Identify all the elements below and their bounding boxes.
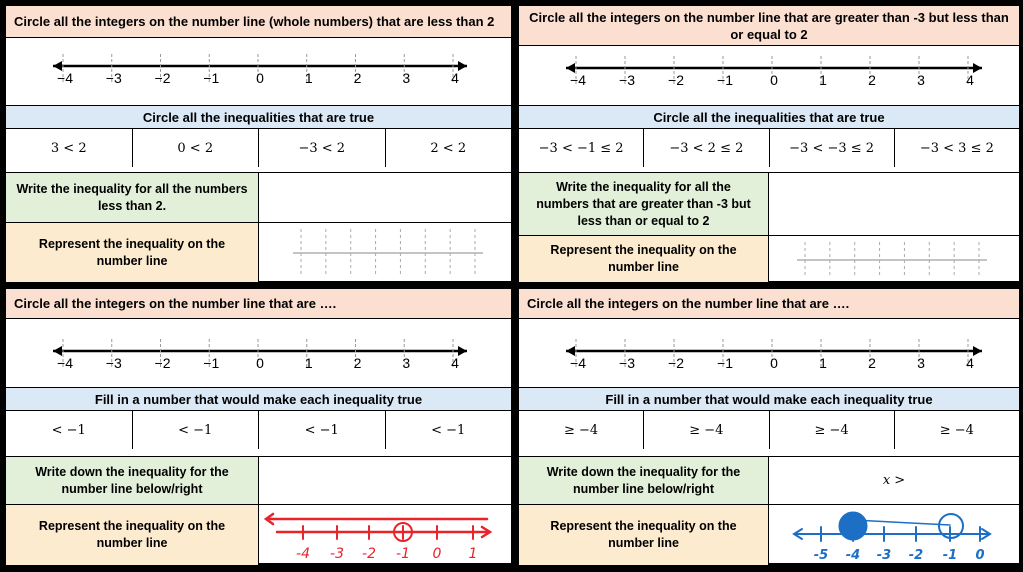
- tick-label[interactable]: 3: [402, 355, 411, 371]
- tick-label[interactable]: −4: [57, 355, 73, 371]
- tick-label[interactable]: −2: [668, 72, 684, 88]
- tick-label[interactable]: −4: [570, 355, 586, 371]
- inequality-cell[interactable]: 0 < 2: [133, 129, 260, 167]
- tick-label[interactable]: 1: [819, 355, 827, 371]
- handwritten-label: 0: [975, 548, 985, 563]
- write-row: [6, 456, 511, 504]
- write-row: [519, 172, 1019, 235]
- write-answer-box[interactable]: [259, 457, 511, 504]
- tick-label[interactable]: 0: [770, 72, 778, 88]
- tick-label[interactable]: −1: [717, 355, 733, 371]
- subheading: Circle all the inequalities that are true: [6, 105, 511, 129]
- blank-number-line[interactable]: [769, 236, 1019, 282]
- tick-label[interactable]: 3: [917, 355, 925, 371]
- tick-label[interactable]: 0: [256, 70, 264, 86]
- inequality-cell[interactable]: −3 < 2: [259, 129, 386, 167]
- tick-label[interactable]: 4: [966, 72, 974, 88]
- represent-row: [6, 504, 511, 565]
- tick-label[interactable]: 1: [304, 355, 313, 371]
- represent-label: Represent the inequality on the number line: [6, 223, 259, 282]
- handwritten-label: -2: [362, 546, 376, 562]
- subheading: Circle all the inequalities that are true: [519, 105, 1019, 129]
- handwritten-label: -2: [908, 548, 924, 563]
- number-line: [6, 319, 511, 387]
- write-label: Write down the inequality for the number line below/right: [6, 457, 259, 504]
- tick-label[interactable]: 3: [402, 70, 411, 86]
- inequality-cell[interactable]: −3 < −1 ≤ 2: [519, 129, 644, 167]
- panel-greater-than-minus-3: [518, 5, 1020, 282]
- panel-title: Circle all the integers on the number line that are ….: [519, 289, 1019, 319]
- tick-label[interactable]: −1: [717, 72, 733, 88]
- inequality-cell[interactable]: ≥ −4: [644, 411, 769, 449]
- write-answer-box[interactable]: [259, 173, 511, 222]
- handwritten-label: -5: [813, 548, 829, 563]
- tick-label[interactable]: 2: [868, 72, 876, 88]
- handwritten-labels: [814, 548, 985, 563]
- write-label: Write the inequality for all the numbers less than 2.: [6, 173, 259, 222]
- number-line: [6, 38, 511, 106]
- inequality-cell[interactable]: 3 < 2: [6, 129, 133, 167]
- write-row: [6, 172, 511, 222]
- handwritten-label: -4: [845, 548, 861, 563]
- tick-label[interactable]: −2: [154, 355, 171, 371]
- represent-label: Represent the inequality on the number line: [519, 505, 769, 565]
- handdrawn-number-line: [769, 505, 1019, 565]
- inequality-cell[interactable]: < −1: [431, 422, 466, 438]
- panel-less-than-2: [5, 5, 512, 282]
- handwritten-label: 1: [468, 546, 478, 562]
- write-label: Write the inequality for all the numbers that are greater than -3 but less than or equal to 2: [519, 173, 769, 235]
- tick-label[interactable]: 2: [353, 70, 362, 86]
- tick-label[interactable]: 1: [304, 70, 313, 86]
- tick-label[interactable]: −3: [105, 70, 122, 86]
- inequality-cell[interactable]: < −1: [6, 411, 133, 449]
- tick-label[interactable]: 0: [770, 355, 778, 371]
- number-line: [519, 319, 1019, 387]
- inequality-cell[interactable]: 2 < 2: [430, 140, 467, 156]
- blank-number-line[interactable]: [259, 223, 511, 282]
- inequality-row: [519, 129, 1019, 167]
- inequality-row: [6, 411, 511, 449]
- number-line: [519, 46, 1019, 106]
- right-arrow-icon: [973, 63, 982, 73]
- represent-row: [6, 222, 511, 282]
- handwritten-label: -4: [296, 546, 310, 562]
- blue-ink: [794, 512, 990, 541]
- inequality-cell[interactable]: ≥ −4: [770, 411, 895, 449]
- handwritten-label: -1: [942, 548, 958, 563]
- inequality-cell[interactable]: < −1: [259, 411, 386, 449]
- represent-row: [519, 504, 1019, 565]
- red-number-line-drawing: [259, 505, 511, 566]
- tick-label[interactable]: −1: [203, 70, 220, 86]
- handwritten-labels: [296, 546, 477, 562]
- inequality-cell[interactable]: −3 < 2 ≤ 2: [644, 129, 769, 167]
- inequality-cell[interactable]: ≥ −4: [939, 422, 974, 438]
- tick-label[interactable]: 0: [256, 355, 264, 371]
- tick-label[interactable]: −2: [154, 70, 171, 86]
- inequality-row: [519, 411, 1019, 449]
- tick-label[interactable]: −3: [619, 72, 635, 88]
- inequality-cell[interactable]: < −1: [133, 411, 260, 449]
- tick-label[interactable]: 1: [819, 72, 827, 88]
- panel-title: Circle all the integers on the number line (whole numbers) that are less than 2: [6, 6, 511, 38]
- tick-label[interactable]: 4: [451, 355, 459, 371]
- handwritten-label: -1: [396, 546, 410, 562]
- inequality-row: [6, 129, 511, 167]
- blue-number-line-drawing: [769, 505, 1020, 566]
- handwritten-label: -3: [330, 546, 344, 562]
- handwritten-label: -3: [876, 548, 892, 563]
- inequality-cell[interactable]: −3 < 3 ≤ 2: [919, 140, 994, 156]
- write-row: [519, 456, 1019, 504]
- right-arrow-icon: [458, 61, 467, 71]
- tick-label[interactable]: −1: [203, 355, 220, 371]
- inequality-cell[interactable]: −3 < −3 ≤ 2: [770, 129, 895, 167]
- tick-label[interactable]: 4: [966, 355, 974, 371]
- right-arrow-icon: [973, 346, 982, 356]
- handdrawn-number-line: [259, 505, 511, 565]
- represent-label: Represent the inequality on the number line: [6, 505, 259, 565]
- panel-fill-greater-equal: [518, 288, 1020, 564]
- tick-label[interactable]: −2: [668, 355, 684, 371]
- inequality-cell[interactable]: ≥ −4: [519, 411, 644, 449]
- tick-label[interactable]: 2: [353, 355, 362, 371]
- red-ink: [266, 514, 490, 541]
- subheading: Fill in a number that would make each inequality true: [519, 387, 1019, 411]
- panel-fill-less-than: [5, 288, 512, 564]
- tick-label[interactable]: −3: [619, 355, 635, 371]
- represent-row: [519, 235, 1019, 282]
- tick-label[interactable]: 4: [451, 70, 459, 86]
- handwritten-label: 0: [432, 546, 442, 562]
- tick-label[interactable]: 2: [868, 355, 876, 371]
- write-answer-box[interactable]: [769, 173, 1019, 235]
- tick-label[interactable]: −4: [570, 72, 586, 88]
- write-label: Write down the inequality for the number line below/right: [519, 457, 769, 504]
- answer-prompt[interactable]: x >: [882, 473, 906, 488]
- panel-title: Circle all the integers on the number line that are greater than -3 but less than or equal to 2: [519, 6, 1019, 46]
- tick-label[interactable]: −3: [105, 355, 122, 371]
- subheading: Fill in a number that would make each inequality true: [6, 387, 511, 411]
- tick-label[interactable]: −4: [57, 70, 73, 86]
- right-arrow-icon: [458, 346, 467, 356]
- panel-title: Circle all the integers on the number line that are ….: [6, 289, 511, 319]
- represent-label: Represent the inequality on the number line: [519, 236, 769, 282]
- tick-label[interactable]: 3: [917, 72, 925, 88]
